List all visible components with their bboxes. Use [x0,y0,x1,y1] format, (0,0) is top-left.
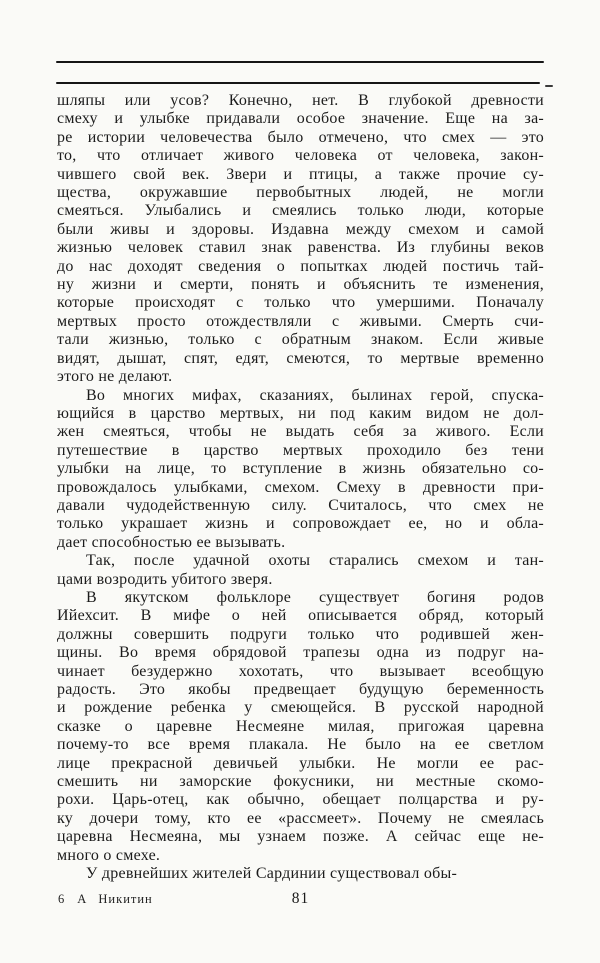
header-rule-top [56,61,544,63]
text-line: ре истории человечества было отмечено, что смех — это [57,128,544,146]
text-line: ку дочери тому, кто ее «рассмеет». Почему не смеялась [57,809,544,827]
text-line: должны совершить подруги только что родившей жен- [57,625,544,643]
text-line: то, что отличает живого человека от человека, закон- [57,147,544,165]
text-line: Так, после удачной охоты старались смехом и тан- [86,552,544,570]
text-line: этого не делают. [57,368,173,386]
text-line: были живы и здоровы. Издавна между смехом и самой [57,220,544,238]
text-line: ющийся в царство мертвых, ни под каким видом не дол- [57,404,544,422]
scan-artifact-dash [545,85,553,87]
text-line: тали жизнью, только с обратным знаком. Если живые [57,331,544,349]
text-line: и рождение ребенка у смеющейся. В русской народной [57,699,544,717]
text-line: рохи. Царь-отец, как обычно, обещает полцарства и ру- [57,791,544,809]
text-line: много о смехе. [57,846,161,864]
text-line: смеху и улыбке придавали особое значение. Еще на за- [57,110,544,128]
text-line: щины. Во время обрядовой трапезы одна из подруг на- [57,644,544,662]
footer-signature-number: 6 [58,892,66,906]
text-line: Ийехсит. В мифе о ней описывается обряд, который [57,607,544,625]
footer-signature-name: А Никитин [77,892,153,906]
text-line: мертвых просто отождествляли с живыми. Смерть счи- [57,312,544,330]
text-line: У древнейших жителей Сардинии существовал обы- [86,865,458,883]
text-line: лице прекрасной девичьей улыбки. Не могли ее рас- [57,754,544,772]
text-line: чинает безудержно хохотать, что вызывает всеобщую [57,662,544,680]
text-line: ну жизни и смерти, понять и объяснить те изменения, [57,276,544,294]
page-footer [57,890,544,908]
text-line: до нас доходят сведения о попытках людей постичь тай- [57,257,544,275]
text-line: смешить ни заморские фокусники, ни местные скомо- [57,773,544,791]
text-line: видят, дышат, спят, едят, смеются, то мертвые временно [57,349,544,367]
text-line: радость. Это якобы предвещает будущую беременность [57,681,544,698]
page-number: 81 [291,890,310,907]
body-text [57,92,544,883]
text-line: цами возродить убитого зверя. [57,570,273,588]
text-line: В якутском фольклоре существует богиня родов [86,588,544,606]
text-line: шляпы или усов? Конечно, нет. В глубокой древности [57,92,544,109]
header-rule-bottom [56,82,540,84]
text-line: только украшает жизнь и сопровождает ее, но и обла- [57,515,544,533]
text-line: почему-то все время плакала. Не было на ее светлом [57,736,544,754]
text-line: жен смеяться, чтобы не выдать себя за живого. Если [57,423,544,441]
text-line: провождалось улыбками, смехом. Смеху в древности при- [57,478,544,496]
text-line: Во многих мифах, сказаниях, былинах герой, спуска- [86,386,544,404]
text-line: сказке о царевне Несмеяне милая, пригожая царевна [57,717,544,735]
text-line: улыбки на лице, то вступление в жизнь обязательно со- [57,460,544,478]
text-line: смеяться. Улыбались и смеялись только люди, которые [57,202,544,220]
text-line: царевна Несмеяна, мы узнаем позже. А сейчас еще не- [57,828,544,846]
text-line: чившего свой век. Звери и птицы, а также прочие су- [57,165,544,183]
text-line: которые происходят с только что умершими. Поначалу [57,294,544,312]
text-line: щества, окружавшие первобытных людей, не могли [57,184,544,202]
text-line: давали чудодейственную силу. Считалось, что смех не [57,496,544,514]
text-line: дает способностью ее вызывать. [57,533,286,551]
text-line: путешествие в царство мертвых проходило без тени [57,441,544,459]
text-line: жизнью человек ставил знак равенства. Из глубины веков [57,239,544,257]
